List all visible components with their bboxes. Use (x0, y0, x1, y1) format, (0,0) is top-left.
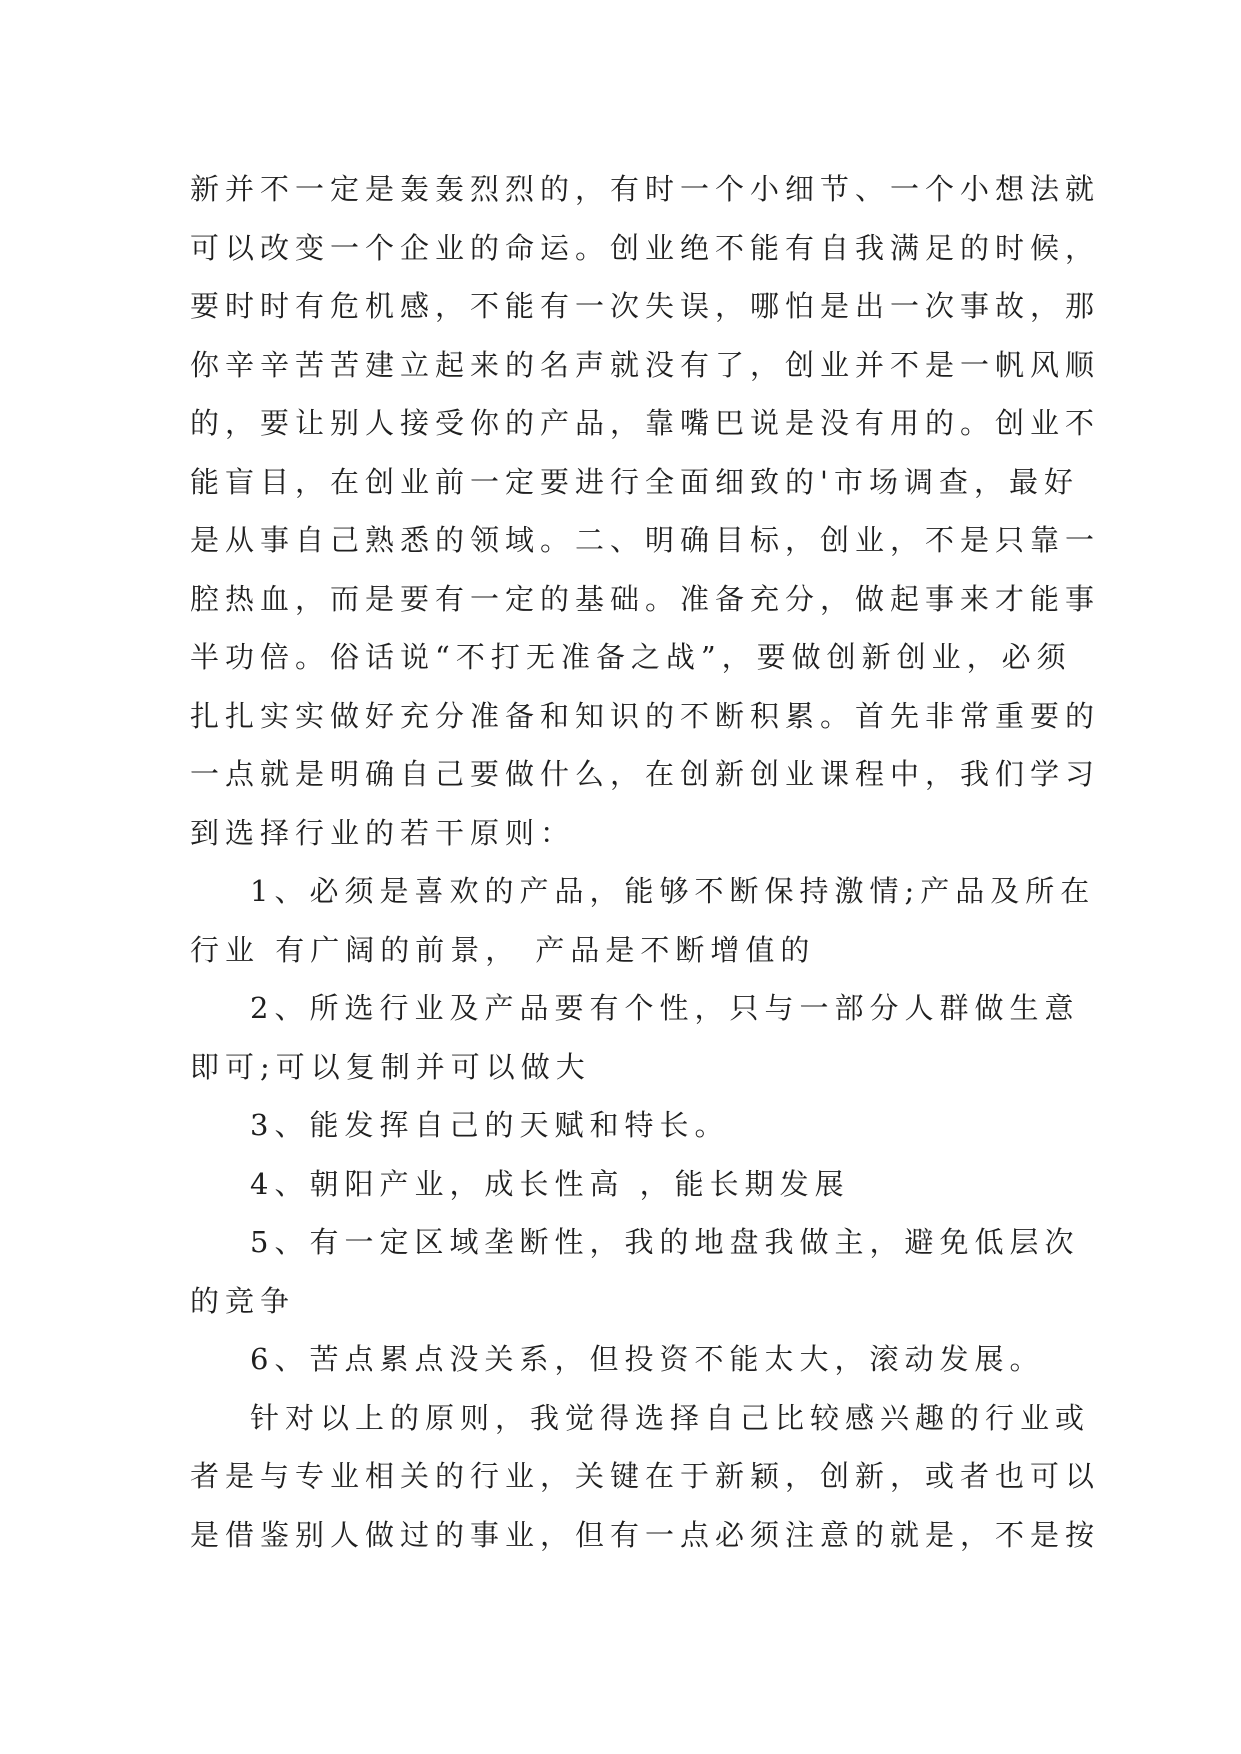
text-line: 半功倍。俗话说“不打无准备之战”，要做创新创业，必须 (190, 640, 1072, 674)
text-line: 能盲目，在创业前一定要进行全面细致的'市场调查，最好 (190, 464, 1079, 499)
text-line: 到选择行业的若干原则： (190, 815, 576, 850)
list-item-1-line: 1、必须是喜欢的产品，能够不断保持激情;产品及所在 (250, 874, 1096, 908)
text-line: 一点就是明确自己要做什么，在创新创业课程中，我们学习 (190, 757, 1101, 791)
text-line: 腔热血，而是要有一定的基础。准备充分，做起事来才能事 (190, 581, 1101, 616)
text-line: 的竞争 (190, 1283, 296, 1318)
paragraph-start-line: 针对以上的原则，我觉得选择自己比较感兴趣的行业或 (250, 1400, 1091, 1435)
text-line: 扎扎实实做好充分准备和知识的不断积累。首先非常重要的 (190, 698, 1101, 733)
text-line: 新并不一定是轰轰烈烈的，有时一个小细节、一个小想法就 (190, 172, 1101, 206)
list-item-6-line: 6、苦点累点没关系，但投资不能太大，滚动发展。 (250, 1342, 1045, 1376)
list-item-4-line: 4、朝阳产业，成长性高 ，能长期发展 (250, 1166, 850, 1201)
text-line: 可以改变一个企业的命运。创业绝不能有自我满足的时候， (190, 230, 1101, 265)
body-text (190, 160, 1101, 1564)
text-line: 即可;可以复制并可以做大 (190, 1049, 591, 1084)
text-line: 你辛辛苦苦建立起来的名声就没有了，创业并不是一帆风顺 (190, 347, 1101, 382)
text-line: 要时时有危机感，不能有一次失误，哪怕是出一次事故，那 (190, 289, 1101, 323)
list-item-2-line: 2、所选行业及产品要有个性，只与一部分人群做生意 (250, 991, 1080, 1025)
text-line: 的，要让别人接受你的产品，靠嘴巴说是没有用的。创业不 (190, 406, 1101, 440)
list-item-3-line: 3、能发挥自己的天赋和特长。 (250, 1108, 730, 1142)
text-line: 行业 有广阔的前景， 产品是不断增值的 (190, 932, 816, 967)
text-line: 是借鉴别人做过的事业，但有一点必须注意的就是，不是按 (190, 1517, 1101, 1552)
list-item-5-line: 5、有一定区域垄断性，我的地盘我做主，避免低层次 (250, 1225, 1080, 1259)
text-line: 者是与专业相关的行业，关键在于新颖，创新，或者也可以 (190, 1459, 1101, 1493)
text-line: 是从事自己熟悉的领域。二、明确目标，创业，不是只靠一 (190, 523, 1101, 557)
